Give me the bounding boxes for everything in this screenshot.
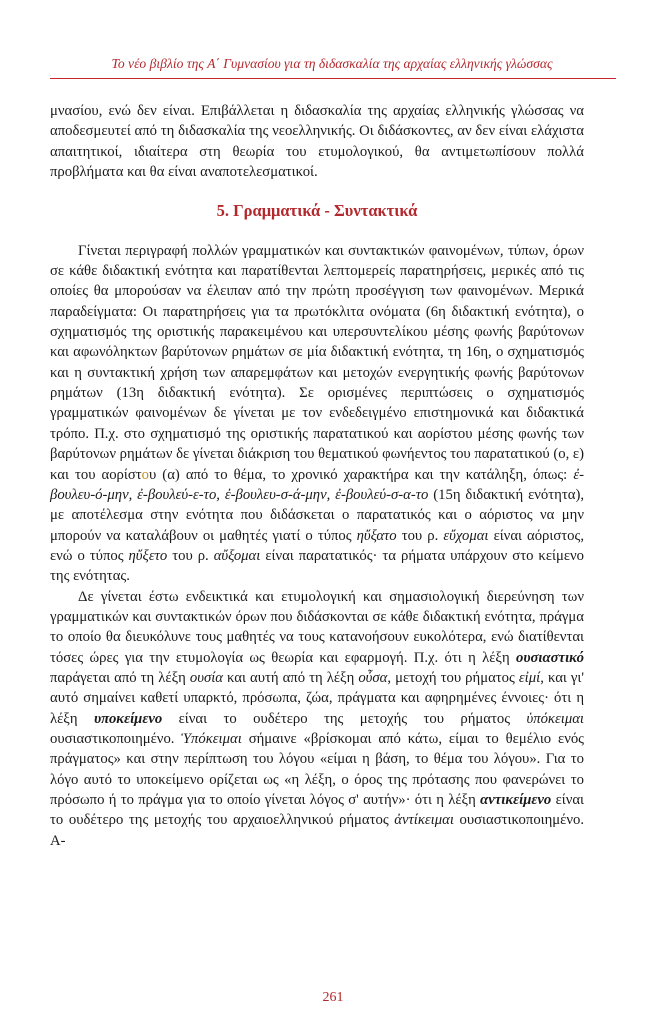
text-run: του ρ. <box>167 547 214 564</box>
example-word: ηὔξατο <box>356 527 397 544</box>
header-rule <box>50 78 616 79</box>
term-bold: υποκείμενο <box>93 710 163 727</box>
ink-mark: ο <box>141 466 149 483</box>
text-run: είναι το ουδέτερο της μετοχής του αρχαιοελληνικού ρήματος <box>50 792 584 829</box>
term-italic: οὖσα <box>358 669 388 686</box>
term-italic: ἀντίκειμαι <box>394 812 454 829</box>
term-italic: εἰμί <box>518 669 541 686</box>
term-italic: ὑπόκειμαι <box>526 710 584 727</box>
text-run: και αυτή από τη λέξη <box>222 669 359 686</box>
paragraph-etymology <box>50 587 584 851</box>
section-heading: 5. Γραμματικά - Συντακτικά <box>216 201 418 221</box>
text-run: (15η διδακτική ενότητα), με αποτέλεσμα στην ενότητα που διδάσκεται ο παρατατικός και ο αόριστος να μην μπορούν να καταλάβουν οι μαθητές γιατί ο τύπος <box>50 486 585 544</box>
text-run: , μετοχή του ρήματος <box>387 669 519 686</box>
example-forms: ἐ-βουλευ-ό-μην, ἐ-βουλεύ-ε-το, ἐ-βουλευ-σ-ά-μην, ἐ-βουλεύ-σ-α-το <box>50 466 584 503</box>
text-run: υ (α) από το θέμα, το χρονικό χαρακτήρα και την κατάληξη, όπως: <box>149 466 574 483</box>
page-number: 261 <box>322 990 344 1005</box>
text-run: ουσιαστικοποιημένο. Α- <box>50 812 584 849</box>
body-text <box>50 101 584 851</box>
example-word: αὔξομαι <box>213 547 261 564</box>
text-run: παράγεται από τη λέξη <box>50 669 190 686</box>
intro-paragraph: μνασίου, ενώ δεν είναι. Επιβάλλεται η διδασκαλία της αρχαίας ελληνικής γλώσσας να αποδεσμευτεί από τη διδασκαλία της νεοελληνικής. Οι διδάσκοντες, αν δεν είναι ελάχιστα απαιτητικοί, ιδιαίτερα στη θεωρία του ετυμολογικού, θα αντιμετωπίσουν πολλά προβλήματα και θα είναι αναποτελεσματικοί. <box>50 103 584 181</box>
text-run: Γίνεται περιγραφή πολλών γραμματικών και συντακτικών φαινομένων, τύπων, όρων σε κάθε διδακτική ενότητα και παρατίθενται λεπτομερείς παρατηρήσεις, μερικές από τις οποίες θα μπορούσαν να έλειπαν από την πρώτη προσέγγιση των φαινομένων. Μερικά παραδείγματα: Οι παρατηρήσεις για τα πρωτόκλιτα ονόματα (6η διδακτική ενότητα), ο σχηματισμός της οριστικής παρακειμένου και υπερσυντελίκου μέσης φωνής βαρύτονων και αφωνόληκτων βαρύτονων ρημάτων σε μία διδακτική ενότητα, τη 16η, ο σχηματισμός και η συντακτική χρήση των απαρεμφάτων και μετοχών ενεργητικής φωνής βαρύτονων ρημάτων (13η διδακτική ενότητα). Σε ορισμένες περιπτώσεις ο σχηματισμός γραμματικών φαινομένων δε γίνεται με τον ενδεδειγμένο επιστημονικά και διδακτικά τρόπο. Π.χ. στο σχηματισμό της οριστικής παρατατικού και αορίστου μέσης φωνής των βαρύτονων ρημάτων δε γίνεται διάκριση του θεματικού φωνήεντος του παρατατικού (ο, ε) και του αορίστ <box>50 242 584 483</box>
text-run: είναι το ουδέτερο της μετοχής του ρήματος <box>162 710 527 727</box>
paragraph-grammar <box>50 241 584 587</box>
term-bold: ουσιαστικό <box>515 649 584 666</box>
text-run: σήμαινε «βρίσκομαι από κάτω, είμαι το θεμέλιο ενός πράγματος» και στην περίπτωση του λόγου «είμαι η βάση, το θέμα του λόγου». Για το λόγο αυτό το υποκείμενο ορίζεται ως «η λέξη, ο όρος της πρότασης που φανερώνει το πρόσωπο ή το πράγμα για το οποίο γίνεται λόγος σ' αυτήν»· ότι η λέξη <box>50 730 585 808</box>
example-word: εὔχομαι <box>443 527 489 544</box>
term-italic: Ὑπόκειμαι <box>181 730 242 747</box>
term-bold: αντικείμενο <box>480 792 552 808</box>
text-run: του ρ. <box>396 527 444 544</box>
text-run: είναι παρατατικός· τα ρήματα υπάρχουν στο κείμενο της ενότητας. <box>50 547 584 585</box>
text-run: , και γι' αυτό σημαίνει καθετί υπαρκτό, πρόσωπα, ζώα, πράγματα και αφηρημένες έννοιες· ότι η λέξη <box>50 669 584 727</box>
text-run: Δε γίνεται έστω ενδεικτικά και ετυμολογική και σημασιολογική διερεύνηση των γραμματικών και συντακτικών όρων που διδάσκονται σε κάθε διδακτική ενότητα, πράγμα το οποίο θα διευκόλυνε τους μαθητές να τους κατανοήσουν ευκολότερα, ενώ διατίθενται τόσες ώρες για την ετυμολογία ως θεωρία και εφαρμογή. Π.χ. ότι η λέξη <box>50 588 584 666</box>
running-header: Το νέο βιβλίο της Α΄ Γυμνασίου για τη διδασκαλία της αρχαίας ελληνικής γλώσσας <box>111 56 553 71</box>
example-word: ηὔξετο <box>128 547 168 564</box>
text-run: είναι αόριστος, ενώ ο τύπος <box>50 527 584 564</box>
term-italic: ουσία <box>189 669 223 686</box>
text-run: ουσιαστικοποιημένο. <box>50 730 182 747</box>
